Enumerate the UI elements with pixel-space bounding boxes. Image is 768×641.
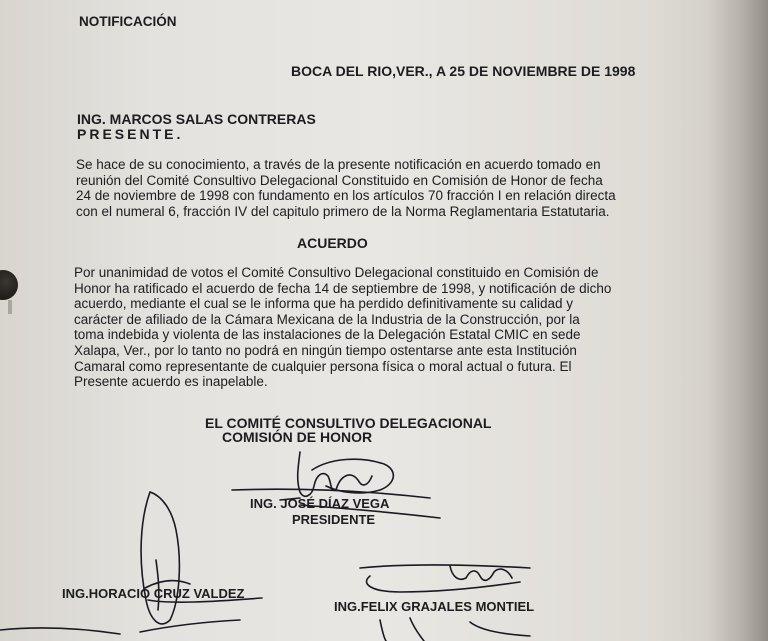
committee-line-2: COMISIÓN DE HONOR (222, 429, 373, 445)
intro-line: reunión del Comité Consultivo Delegacional Constituido en Comisión de Honor de fecha (76, 172, 603, 188)
body-line: acuerdo, mediante el cual se le informa que ha perdido definitivamente su calidad y (74, 296, 574, 312)
committee-line-1: EL COMITÉ CONSULTIVO DELEGACIONAL (205, 415, 492, 431)
place-date: BOCA DEL RIO,VER., A 25 DE NOVIEMBRE DE 1998 (291, 63, 636, 79)
body-line: Presente acuerdo es inapelable. (74, 374, 268, 390)
signatory-1-title: PRESIDENTE (292, 512, 376, 527)
recipient-name: ING. MARCOS SALAS CONTRERAS (77, 111, 316, 127)
recipient-presente: PRESENTE. (77, 126, 184, 142)
acuerdo-title: ACUERDO (297, 235, 368, 251)
acuerdo-paragraph (74, 265, 641, 390)
body-line: toma indebida y violenta de las instalaciones de la Delegación Estatal CMIC en sede (74, 327, 581, 343)
body-line: Honor ha ratificado el acuerdo de fecha 14 de septiembre de 1998, y notificación de dicho (74, 280, 612, 296)
body-line: Camaral como representante de cualquier persona física o moral actual o futura. El (74, 358, 572, 374)
header-label: NOTIFICACIÓN (79, 14, 177, 29)
signatory-2-name: ING.HORACIO CRUZ VALDEZ (62, 586, 245, 601)
signatory-1-name: ING. JOSÉ DÍAZ VEGA (250, 496, 390, 511)
intro-line: 24 de noviembre de 1998 con fundamento en los artículos 70 fracción I en relación directa (76, 188, 616, 204)
intro-line: Se hace de su conocimiento, a través de la presente notificación en acuerdo tomado en (76, 157, 601, 172)
intro-line: con el numeral 6, fracción IV del capitulo primero de la Norma Reglamentaria Estatutaria. (76, 203, 610, 219)
body-line: Por unanimidad de votos el Comité Consultivo Delegacional constituido en Comisión de (74, 265, 599, 280)
signatory-3-name: ING.FELIX GRAJALES MONTIEL (334, 599, 535, 614)
intro-paragraph (76, 157, 639, 219)
signature-horacio (0, 492, 262, 634)
body-line: carácter de afiliado de la Cámara Mexicana de la Industria de la Construcción, por la (74, 311, 580, 327)
body-line: Xalapa, Ver., por lo tanto no podrá en ningún tiempo ostentarse ante esta Institución (74, 342, 577, 358)
